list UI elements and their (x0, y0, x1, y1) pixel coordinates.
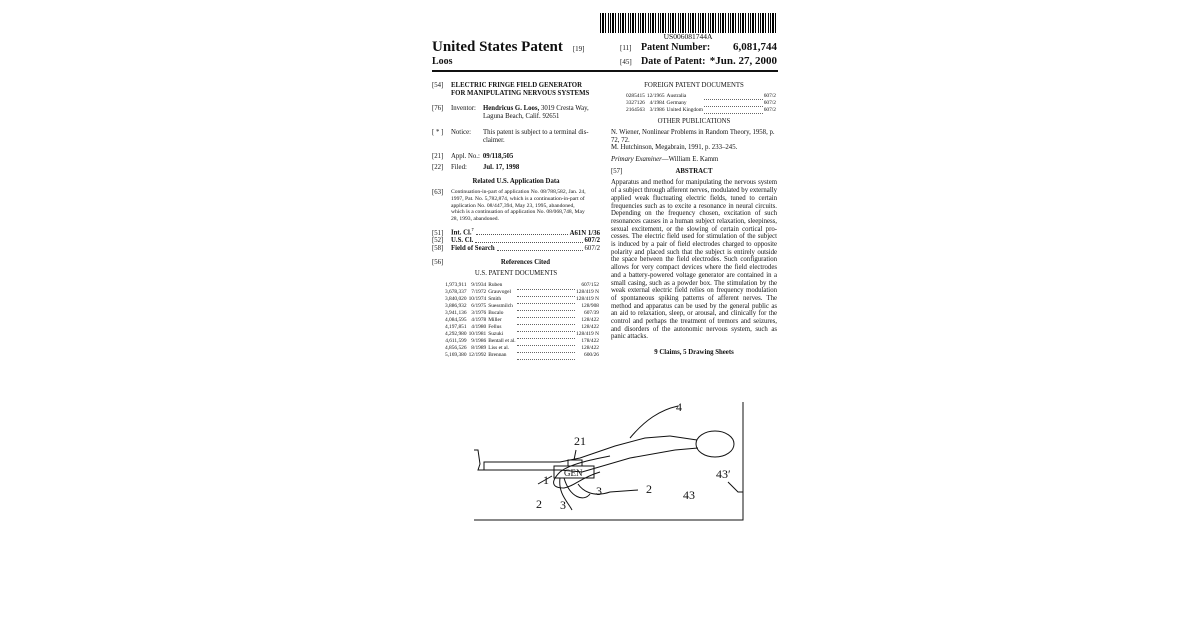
tag-52: [52] (432, 237, 444, 245)
citation-class: 128/908 (581, 303, 599, 310)
tag-notice: [ * ] (432, 128, 444, 136)
tag-51: [51] (432, 229, 444, 237)
appl-label: Appl. No.: (451, 153, 480, 161)
citation-date: 3/1976 (471, 310, 487, 317)
citation-number: 1,973,911 (445, 282, 467, 289)
abstract-line: applied weak fluctuating electric fields, tuned to certain (611, 194, 777, 202)
citation-date: 4/1978 (471, 317, 487, 324)
drawing-label-4: 4 (676, 400, 682, 414)
leader-43prime (728, 482, 743, 492)
examiner-label: Primary Examiner (611, 156, 662, 164)
citation-class: 607/39 (584, 310, 599, 317)
citation-number: 3,941,136 (445, 310, 467, 317)
tag-57: [57] (611, 167, 623, 175)
continuation-line: application No. 08/447,394, May 23, 1995, abandoned, (451, 202, 575, 209)
abstract-line: sexual excitement, or the slowing of certain cortical pro- (611, 225, 777, 233)
continuation-line: 1997, Pat. No. 5,782,874, which is a continuation-in-part of (451, 195, 585, 202)
citation-class: 600/26 (584, 352, 599, 359)
citation-number: 0285415 (626, 92, 645, 99)
leader-dots (517, 345, 575, 352)
leader-dots (517, 282, 575, 289)
inventor-name: Hendricus G. Loos, (483, 105, 540, 113)
citation-name: Smith (488, 296, 502, 303)
continuation-line: Continuation-in-part of application No. 08/788,582, Jan. 24, (451, 189, 586, 196)
leader-dots (517, 303, 575, 310)
leader-dots (517, 289, 575, 296)
date-label: Date of Patent: (641, 56, 706, 67)
continuation-text (451, 189, 599, 222)
leader-dots (476, 234, 568, 235)
tag-22: [22] (432, 163, 444, 171)
tag-11: [11] (620, 44, 632, 52)
citation-name: Germany (666, 99, 687, 106)
notice-line-1: This patent is subject to a terminal dis- (483, 128, 589, 136)
citation-date: 3/1986 (649, 106, 665, 113)
citation-class: 128/422 (581, 317, 599, 324)
citation-class: 607/152 (581, 282, 599, 289)
citation-class: 128/419 N (576, 331, 599, 338)
citation-row (444, 324, 600, 331)
citation-class: 128/419 N (576, 289, 599, 296)
citation-date: 12/1992 (468, 352, 487, 359)
citation-row (444, 310, 600, 317)
title-line-1: ELECTRIC FRINGE FIELD GENERATOR (451, 82, 582, 89)
tag-45: [45] (620, 58, 632, 66)
barcode-number: US006081744A (663, 32, 713, 41)
other-pub-1 (611, 129, 777, 144)
continuation-line: 28, 1993, abandoned. (451, 215, 500, 222)
search-label: Field of Search (451, 244, 495, 252)
leader-2 (578, 484, 638, 494)
leader-dots (704, 100, 763, 107)
leader-dots (497, 250, 583, 251)
drawing-label-21: 21 (574, 434, 586, 448)
leader-4 (630, 406, 678, 438)
citation-date: 9/1934 (471, 282, 487, 289)
tag-76: [76] (432, 105, 444, 113)
citation-class: 607/2 (763, 99, 776, 106)
notice-text (483, 129, 589, 144)
examiner-name: —William E. Kamm (661, 156, 719, 164)
citation-name: Australia (666, 92, 687, 99)
invention-title (451, 82, 589, 97)
drawing-label-3b: 3 (560, 498, 566, 512)
inventor-block (483, 105, 589, 120)
citation-number: 3,678,337 (445, 289, 467, 296)
filed-label: Filed: (451, 163, 467, 171)
other-pub-2: M. Hutchinson, Megabrain, 1991, p. 233–245. (611, 144, 738, 152)
foreign-docs-table (625, 93, 777, 115)
uscl-label: U.S. Cl. (451, 237, 474, 245)
citation-row (444, 352, 600, 359)
abstract-line: cesses. The electric field used for stimulation of the subject (611, 233, 777, 241)
citation-name: Fellus (488, 324, 502, 331)
abstract-line: and disorders of the autonomic nervous system, such as (611, 325, 777, 333)
citation-name: Grauvogel (488, 289, 511, 296)
citation-class: 128/419 N (576, 296, 599, 303)
notice-label: Notice: (451, 128, 472, 136)
drawing-label-2: 2 (646, 482, 652, 496)
right-column (611, 82, 777, 357)
citation-row (444, 296, 600, 303)
citation-row (444, 303, 600, 310)
abstract-line: of spontaneous spiking patterns of afferent nerves. The (611, 294, 777, 302)
body-outline (474, 436, 670, 470)
continuation-line: which is a continuation of application No. 08/068,748, May (451, 209, 585, 216)
drawing-label-43-prime: 43′ (716, 467, 731, 481)
inventor-addr1: 3019 Cresta Way, (540, 105, 589, 113)
citation-name: Liss et al. (488, 345, 510, 352)
citation-number: 3,840,020 (445, 296, 467, 303)
patent-drawing (460, 398, 780, 526)
tag-63: [63] (432, 189, 444, 197)
abstract-line: Depending on the frequency chosen, excitation of such (611, 210, 777, 218)
citation-date: 4/1984 (649, 99, 665, 106)
citation-class: 178/422 (581, 338, 599, 345)
abstract-line: polarity and placed such that the subject is entirely outside (611, 248, 777, 256)
citation-date: 12/1965 (646, 92, 665, 99)
citation-row (625, 107, 777, 114)
citation-date: 8/1989 (471, 345, 487, 352)
tag-21: [21] (432, 153, 444, 161)
citation-number: 4,856,526 (445, 345, 467, 352)
citation-number: 4,084,595 (445, 317, 467, 324)
citation-number: 4,197,851 (445, 324, 467, 331)
leader-dots (517, 296, 575, 303)
leader-dots (475, 242, 582, 243)
leader-dots (517, 324, 575, 331)
wall-line (474, 402, 743, 520)
citation-row (625, 100, 777, 107)
abstract-line: small casing, such as a powder box. The stimulation by the (611, 279, 777, 287)
drawing-label-gen: GEN (564, 468, 583, 478)
citation-name: Suessmilch (488, 303, 513, 310)
citation-name: Bucalo (488, 310, 504, 317)
tag-54: [54] (432, 82, 444, 89)
abstract-line: panic attacks. (611, 333, 648, 341)
citation-class: 607/2 (763, 92, 776, 99)
citation-row (444, 317, 600, 324)
citation-date: 10/1974 (468, 296, 487, 303)
abstract-line: Apparatus and method for manipulating the nervous system (611, 179, 777, 187)
abstract-line: allows for very compact devices where the field electrodes (611, 264, 777, 272)
citation-class: 128/422 (581, 324, 599, 331)
patent-date: *Jun. 27, 2000 (709, 55, 777, 67)
leader-dots (517, 317, 575, 324)
header-left (432, 38, 585, 56)
country-title: United States Patent (432, 39, 563, 55)
us-docs-heading: U.S. PATENT DOCUMENTS (474, 270, 558, 278)
citation-row (444, 282, 600, 289)
abstract-line: resonances causes in a human subject relaxation, sleepiness, (611, 217, 777, 225)
search-value: 607/2 (584, 244, 600, 252)
leader-dots (517, 331, 575, 338)
citation-number: 2164563 (626, 106, 645, 113)
appl-no: 09/118,505 (482, 153, 514, 161)
intcl-sup: 7 (471, 227, 474, 233)
abstract-line: frequencies such as to excite a resonance in neural circuits. (611, 202, 777, 210)
citation-name: Ruben (488, 282, 503, 289)
abstract-text (611, 179, 777, 341)
other-pub-1-line-2: 72, 72. (611, 136, 630, 144)
inventor-label: Inventor: (451, 105, 476, 113)
examiner (611, 156, 777, 164)
leader-dots (517, 352, 575, 359)
barcode (600, 13, 776, 33)
leader-dots (704, 107, 763, 114)
citation-row (444, 289, 600, 296)
head-outline (696, 431, 734, 457)
inventor-addr2: Laguna Beach, Calif. 92651 (483, 113, 560, 121)
tag-19: [19] (572, 45, 585, 53)
citation-name: Brennan (488, 352, 507, 359)
abstract-line: the space between the field electrodes. Such configuration (611, 256, 777, 264)
tag-58: [58] (432, 244, 444, 252)
intcl-value: A61N 1/36 (569, 229, 600, 237)
neck-outline (670, 436, 698, 450)
citation-name: Miller (488, 317, 502, 324)
drawing-label-2b: 2 (536, 497, 542, 511)
citation-number: 4,611,599 (445, 338, 467, 345)
patent-number-label: Patent Number: (641, 42, 711, 53)
citation-date: 4/1980 (471, 324, 487, 331)
filed-date: Jul. 17, 1998 (483, 163, 520, 171)
citation-number: 4,292,980 (445, 331, 467, 338)
citation-number: 3327126 (626, 99, 645, 106)
citation-class: 607/2 (763, 106, 776, 113)
abstract-line: control and perhaps the treatment of tremors and seizures, (611, 318, 777, 326)
citation-number: 5,169,380 (445, 352, 467, 359)
citation-row (625, 93, 777, 100)
citation-row (444, 345, 600, 352)
citation-date: 7/1972 (471, 289, 487, 296)
drawing-label-43: 43 (683, 488, 695, 502)
citation-name: Bentall et al. (488, 338, 516, 345)
abstract-line: method and apparatus can be used by the general public as (611, 302, 777, 310)
abstract-line: weak external electric field relies on frequency modulation (611, 287, 777, 295)
claims-line: 9 Claims, 5 Drawing Sheets (654, 349, 734, 357)
header-rule (432, 70, 778, 72)
title-line-2: FOR MANIPULATING NERVOUS SYSTEMS (451, 89, 590, 97)
citation-class: 128/422 (581, 345, 599, 352)
patent-number: 6,081,744 (733, 41, 777, 53)
citation-date: 9/1986 (471, 338, 487, 345)
other-heading: OTHER PUBLICATIONS (657, 118, 731, 126)
notice-line-2: claimer. (483, 136, 505, 144)
citation-name: United Kingdom (666, 106, 703, 113)
abstract-line: of a subject through afferent nerves, modulated by externally (611, 187, 777, 195)
abstract-line: an aid to relaxation, sleep, or arousal, and clinically for the (611, 310, 777, 318)
other-pub-1-line-1: N. Wiener, Nonlinear Problems in Random Theory, 1958, p. (611, 128, 775, 136)
drawing-label-1: 1 (543, 473, 549, 487)
abstract-heading: ABSTRACT (675, 167, 713, 175)
citation-number: 3,886,932 (445, 303, 467, 310)
tag-56: [56] (432, 258, 444, 266)
citation-name: Suzuki (488, 331, 504, 338)
refs-heading: References Cited (500, 258, 551, 266)
leader-dots (517, 310, 575, 317)
uscl-value: 607/2 (584, 237, 600, 245)
abstract-line: is induced by a pair of field electrodes charged to opposite (611, 241, 777, 249)
inventor-surname: Loos (432, 56, 453, 67)
citation-row (444, 338, 600, 345)
leader-dots (517, 338, 575, 345)
abstract-line: and a battery-powered voltage generator are contained in a (611, 271, 777, 279)
leader-dots (704, 93, 763, 100)
citation-row (444, 331, 600, 338)
left-column (432, 82, 600, 360)
related-heading: Related U.S. Application Data (472, 177, 560, 185)
intcl-label-text: Int. Cl. (451, 229, 472, 237)
foreign-heading: FOREIGN PATENT DOCUMENTS (644, 82, 744, 89)
drawing-label-3: 3 (596, 484, 602, 498)
us-docs-table (444, 282, 600, 360)
intcl-label (451, 226, 474, 237)
citation-date: 6/1975 (471, 303, 487, 310)
citation-date: 10/1981 (468, 331, 487, 338)
